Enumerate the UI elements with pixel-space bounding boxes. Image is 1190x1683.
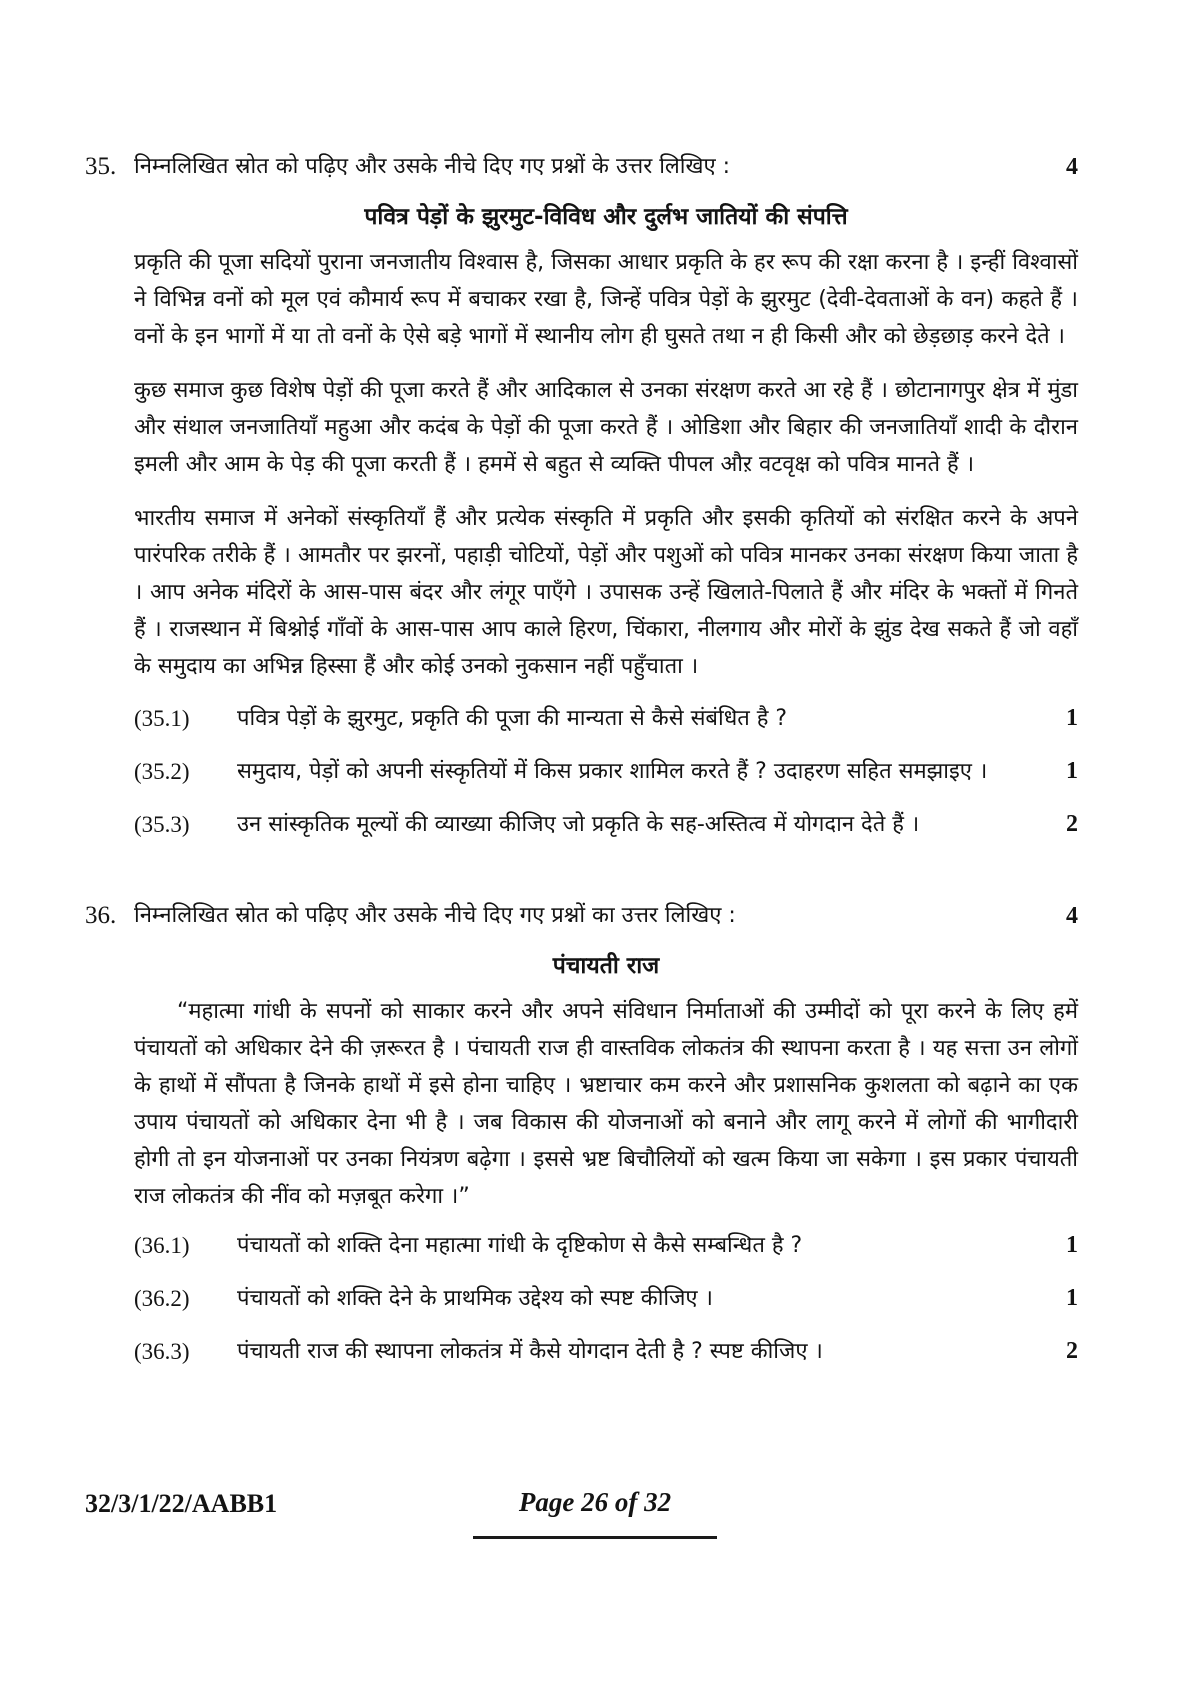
passage-35-title: पवित्र पेड़ों के झुरमुट-विविध और दुर्लभ जातियों की संपत्ति	[364, 204, 848, 230]
sub-question-35-2-number: (35.2)	[134, 759, 190, 784]
sub-question-35-1	[134, 702, 1078, 735]
sub-question-36-1-number: (36.1)	[134, 1233, 190, 1258]
passage-36-title: पंचायती राज	[552, 953, 660, 979]
sub-question-36-3-number: (36.3)	[134, 1339, 190, 1364]
question-35-marks: 4	[1066, 154, 1078, 180]
sub-question-35-1-text: पवित्र पेड़ों के झुरमुट, प्रकृति की पूजा की मान्यता से कैसे संबंधित है ?	[237, 706, 788, 731]
sub-question-35-3	[134, 808, 1078, 841]
page-content	[85, 150, 1078, 1368]
sub-question-36-3-text: पंचायती राज की स्थापना लोकतंत्र में कैसे योगदान देती है ? स्पष्ट कीजिए ।	[237, 1339, 823, 1364]
sub-question-36-2-text: पंचायतों को शक्ति देने के प्राथमिक उद्देश्य को स्पष्ट कीजिए ।	[237, 1286, 713, 1311]
question-36-number: 36.	[85, 902, 117, 929]
passage-35-paragraph: भारतीय समाज में अनेकों संस्कृतियाँ हैं और प्रत्येक संस्कृति में प्रकृति और इसकी कृतियों को संरक्षित करने के अपने पारंपरिक तरीके हैं । आमतौर पर झरनों, पहाड़ी चोटियों, पेड़ों और पशुओं को पवित्र मानकर उनका संरक्षण किया जाता है । आप अनेक मंदिरों के आस-पास बंदर और लंगूर पाएँगे । उपासक उन्हें खिलाते-पिलाते हैं और मंदिर के भक्तों में गिनते हैं । राजस्थान में बिश्नोई गाँवों के आस-पास आप काले हिरण, चिंकारा, नीलगाय और मोरों के झुंड देख सकते हैं जो वहाँ के समुदाय का अभिन्न हिस्सा हैं और कोई उनको नुकसान नहीं पहुँचाता ।	[134, 506, 1078, 679]
question-35	[85, 150, 1078, 841]
sub-question-36-1-marks: 1	[1066, 1232, 1078, 1258]
passage-35-paragraph: कुछ समाज कुछ विशेष पेड़ों की पूजा करते हैं और आदिकाल से उनका संरक्षण करते आ रहे हैं । छोटानागपुर क्षेत्र में मुंडा और संथाल जनजातियाँ महुआ और कदंब के पेड़ों की पूजा करते हैं । ओडिशा और बिहार की जनजातियाँ शादी के दौरान इमली और आम के पेड़ की पूजा करती हैं । हममें से बहुत से व्यक्ति पीपल औऱ वटवृक्ष को पवित्र मानते हैं ।	[134, 378, 1078, 477]
question-36-passage	[134, 948, 1078, 1215]
sub-question-36-2-marks: 1	[1066, 1285, 1078, 1311]
sub-question-35-3-text: उन सांस्कृतिक मूल्यों की व्याख्या कीजिए जो प्रकृति के सह-अस्तित्व में योगदान देते हैं ।	[237, 812, 920, 837]
sub-question-35-3-number: (35.3)	[134, 812, 190, 837]
sub-question-35-2	[134, 755, 1078, 788]
question-36-intro: निम्नलिखित स्रोत को पढ़िए और उसके नीचे दिए गए प्रश्नों का उत्तर लिखिए :	[134, 903, 736, 928]
question-36-marks: 4	[1066, 903, 1078, 929]
sub-question-35-1-marks: 1	[1066, 705, 1078, 731]
passage-36-paragraph: “महात्मा गांधी के सपनों को साकार करने और अपने संविधान निर्माताओं की उम्मीदों को पूरा करने के लिए हमें पंचायतों को अधिकार देने की ज़रूरत है । पंचायती राज ही वास्तविक लोकतंत्र की स्थापना करता है । यह सत्ता उन लोगों के हाथों में सौंपता है जिनके हाथों में इसे होना चाहिए । भ्रष्टाचार कम करने और प्रशासनिक कुशलता को बढ़ाने का एक उपाय पंचायतों को अधिकार देना भी है । जब विकास की योजनाओं को बनाने और लागू करने में लोगों की भागीदारी होगी तो इन योजनाओं पर उनका नियंत्रण बढ़ेगा । इससे भ्रष्ट बिचौलियों को खत्म किया जा सकेगा । इस प्रकार पंचायती राज लोकतंत्र की नींव को मज़बूत करेगा ।”	[134, 999, 1078, 1209]
question-35-number: 35.	[85, 153, 117, 180]
question-35-passage	[134, 199, 1078, 685]
sub-question-36-3	[134, 1335, 1078, 1368]
sub-question-36-3-marks: 2	[1066, 1338, 1078, 1364]
footer-divider	[473, 1536, 717, 1539]
sub-question-35-2-marks: 1	[1066, 758, 1078, 784]
sub-question-36-2-number: (36.2)	[134, 1286, 190, 1311]
question-36	[85, 899, 1078, 1368]
sub-question-36-1-text: पंचायतों को शक्ति देना महात्मा गांधी के दृष्टिकोण से कैसे सम्बन्धित है ?	[237, 1233, 803, 1258]
sub-question-35-2-text: समुदाय, पेड़ों को अपनी संस्कृतियों में किस प्रकार शामिल करते हैं ? उदाहरण सहित समझाइए ।	[237, 759, 988, 784]
question-35-head	[85, 150, 1078, 184]
question-36-head	[85, 899, 1078, 933]
paper-code: 32/3/1/22/AABB1	[85, 1489, 278, 1518]
sub-question-36-2	[134, 1282, 1078, 1315]
sub-question-35-3-marks: 2	[1066, 811, 1078, 837]
sub-question-36-1	[134, 1229, 1078, 1262]
sub-question-35-1-number: (35.1)	[134, 706, 190, 731]
page-number: Page 26 of 32	[518, 1487, 672, 1517]
passage-35-paragraph: प्रकृति की पूजा सदियों पुराना जनजातीय विश्वास है, जिसका आधार प्रकृति के हर रूप की रक्षा करना है । इन्हीं विश्वासों ने विभिन्न वनों को मूल एवं कौमार्य रूप में बचाकर रखा है, जिन्हें पवित्र पेड़ों के झुरमुट (देवी-देवताओं के वन) कहते हैं । वनों के इन भागों में या तो वनों के ऐसे बड़े भागों में स्थानीय लोग ही घुसते तथा न ही किसी और को छेड़छाड़ करने देते ।	[134, 250, 1078, 349]
question-35-intro: निम्नलिखित स्रोत को पढ़िए और उसके नीचे दिए गए प्रश्नों के उत्तर लिखिए :	[134, 154, 731, 179]
